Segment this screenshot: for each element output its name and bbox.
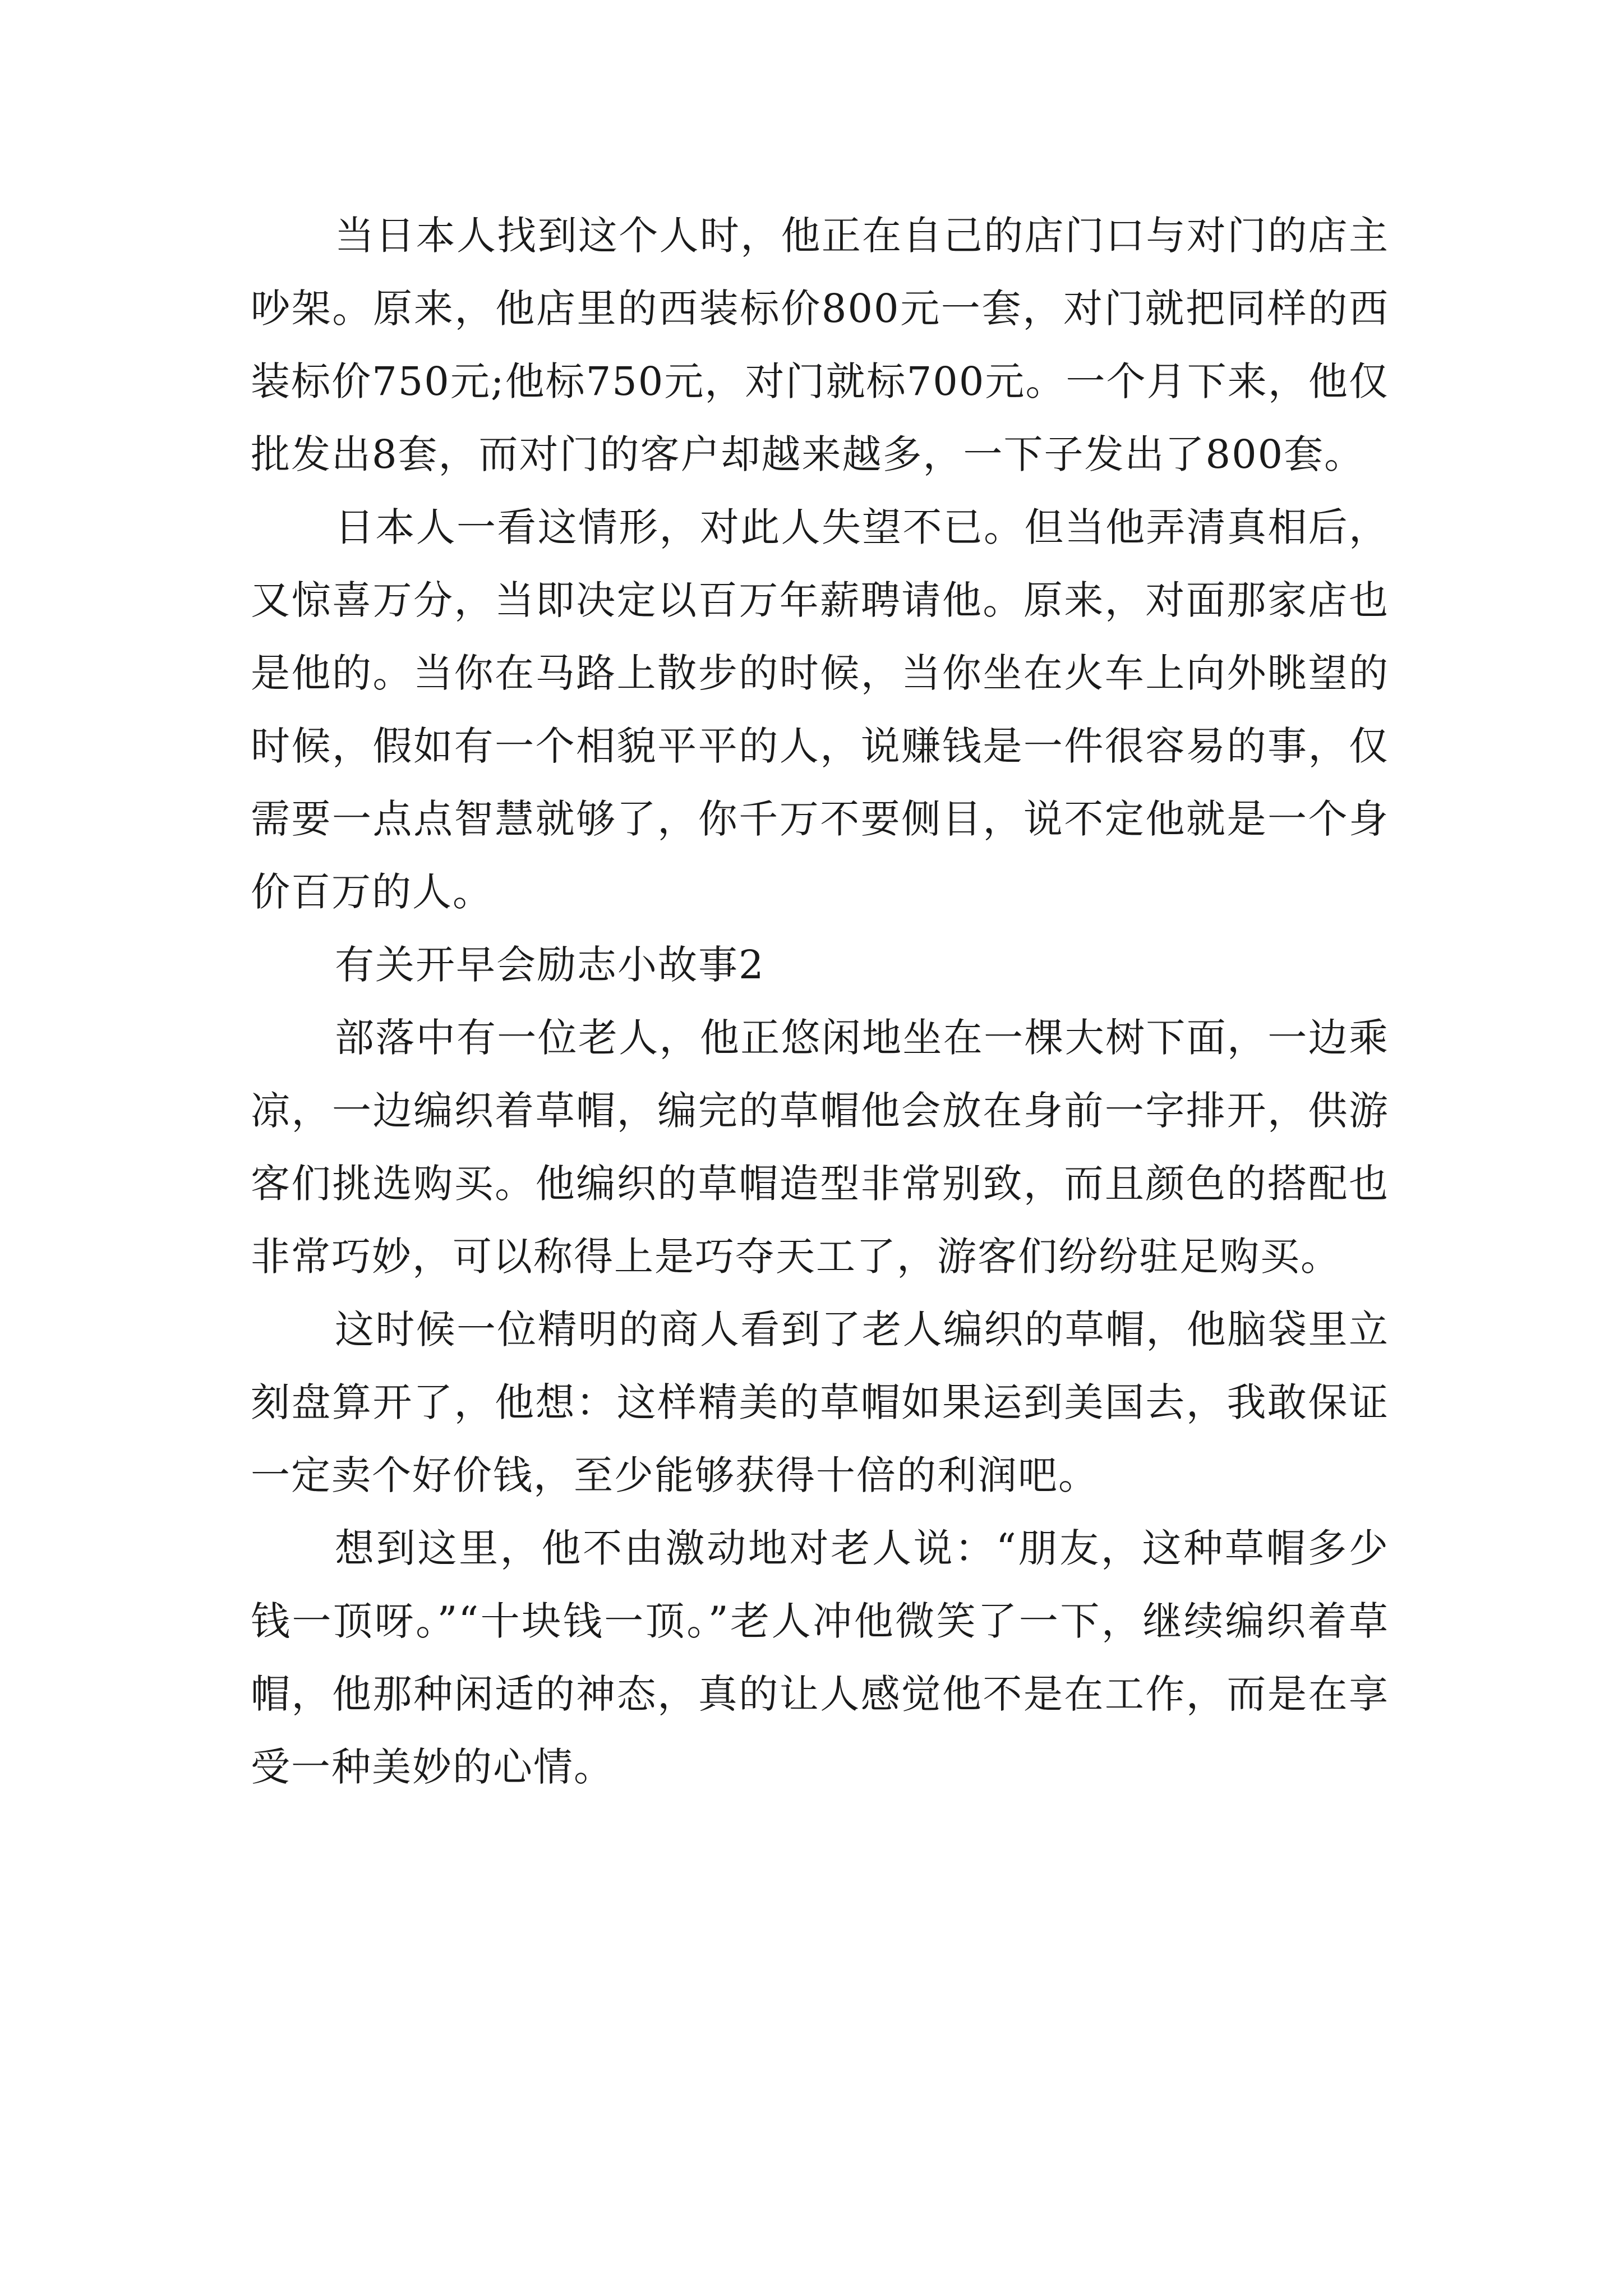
paragraph-1: 当日本人找到这个人时，他正在自己的店门口与对门的店主吵架。原来，他店里的西装标价800元一套，对门就把同样的西装标价750元;他标750元，对门就标700元。一个月下来，他仅批发出8套，而对门的客户却越来越多，一下子发出了800套。 [251, 213, 1389, 477]
section-heading: 有关开早会励志小故事2 [335, 942, 765, 988]
paragraph-4: 这时候一位精明的商人看到了老人编织的草帽，他脑袋里立刻盘算开了，他想：这样精美的草帽如果运到美国去，我敢保证一定卖个好价钱，至少能够获得十倍的利润吧。 [251, 1306, 1389, 1498]
paragraph-3: 部落中有一位老人，他正悠闲地坐在一棵大树下面，一边乘凉，一边编织着草帽，编完的草帽他会放在身前一字排开，供游客们挑选购买。他编织的草帽造型非常别致，而且颜色的搭配也非常巧妙，可以称得上是巧夺天工了，游客们纷纷驻足购买。 [251, 1015, 1389, 1280]
paragraph-5: 想到这里，他不由激动地对老人说：“朋友，这种草帽多少钱一顶呀。”“十块钱一顶。”老人冲他微笑了一下，继续编织着草帽，他那种闲适的神态，真的让人感觉他不是在工作，而是在享受一种美妙的心情。 [251, 1525, 1389, 1790]
paragraph-2: 日本人一看这情形，对此人失望不已。但当他弄清真相后，又惊喜万分，当即决定以百万年薪聘请他。原来，对面那家店也是他的。当你在马路上散步的时候，当你坐在火车上向外眺望的时候，假如有一个相貌平平的人，说赚钱是一件很容易的事，仅需要一点点智慧就够了，你千万不要侧目，说不定他就是一个身价百万的人。 [251, 504, 1389, 915]
document-body [251, 199, 1389, 1803]
